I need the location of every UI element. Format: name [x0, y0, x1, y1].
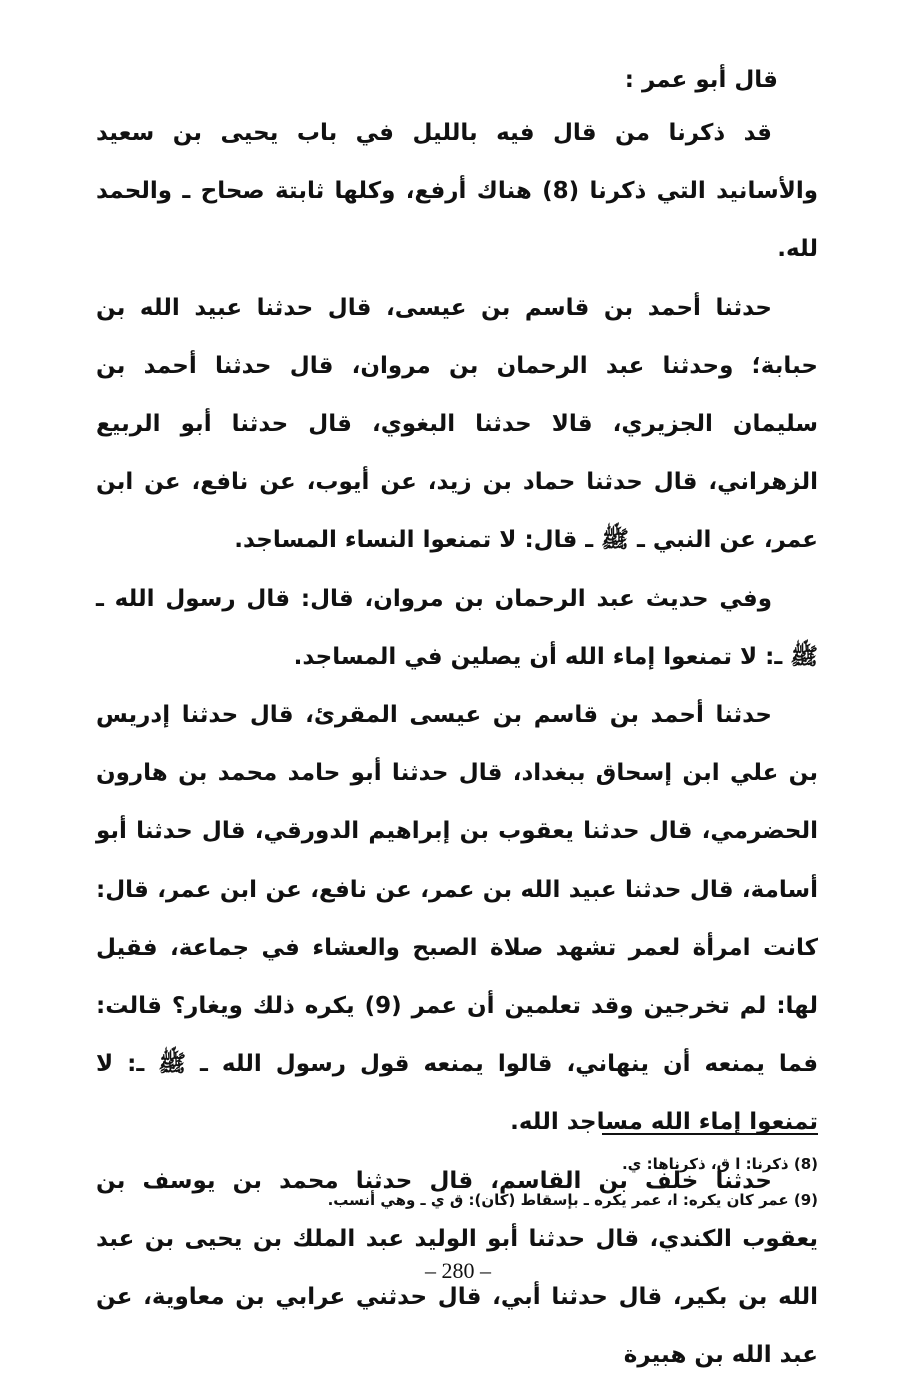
- paragraph: قد ذكرنا من قال فيه بالليل في باب يحيى بن سعيد والأسانيد التي ذكرنا (8) هناك أرفع، وكلها ثابتة صحاح ـ والحمد لله.: [96, 120, 818, 263]
- paragraph: حدثنا أحمد بن قاسم بن عيسى، قال حدثنا عبيد الله بن حبابة؛ وحدثنا عبد الرحمان بن مروان، قال حدثنا أحمد بن سليمان الجزيري، قالا حدثنا البغوي، قال حدثنا أبو الربيع الزهراني، قال حدثنا حماد بن زيد، عن أيوب، عن نافع، عن ابن عمر، عن النبي ـ ﷺ ـ قال: لا تمنعوا النساء المساجد.: [96, 294, 818, 554]
- paragraph: وفي حديث عبد الرحمان بن مروان، قال: قال رسول الله ـ ﷺ ـ: لا تمنعوا إماء الله أن يصلين في المساجد.: [96, 585, 818, 670]
- paragraph: حدثنا أحمد بن قاسم بن عيسى المقرئ، قال حدثنا إدريس بن علي ابن إسحاق ببغداد، قال حدثنا أبو حامد محمد بن هارون الحضرمي، قال حدثنا يعقوب بن إبراهيم الدورقي، قال حدثنا أبو أسامة، قال حدثنا عبيد الله بن عمر، عن نافع، عن ابن عمر، قال: كانت امرأة لعمر تشهد صلاة الصبح والعشاء في جماعة، فقيل لها: لم تخرجين وقد تعلمين أن عمر (9) يكره ذلك ويغار؟ قالت: فما يمنعه أن ينهاني، قالوا يمنعه قول رسول الله ـ ﷺ ـ: لا تمنعوا إماء الله مساجد الله.: [96, 702, 818, 1136]
- footnote: (8) ذكرنا: ا ق، ذكرناها: ي.: [621, 1155, 818, 1173]
- footnote-divider: [602, 1133, 818, 1135]
- page-number: – 280 –: [425, 1258, 491, 1283]
- footnotes: [118, 1146, 818, 1218]
- paragraph: حدثنا خلف بن القاسم، قال حدثنا محمد بن يوسف بن يعقوب الكندي، قال حدثنا أبو الوليد عبد الملك بن يحيى بن عبد الله بن بكير، قال حدثنا أبي، قال حدثني عرابي بن معاوية، عن عبد الله بن هبيرة: [96, 1167, 818, 1369]
- footnote: (9) عمر كان يكره: ا، عمر يكره ـ بإسقاط (كان): ق ي ـ وهي أنسب.: [327, 1191, 818, 1209]
- section-heading: قال أبو عمر :: [624, 67, 778, 93]
